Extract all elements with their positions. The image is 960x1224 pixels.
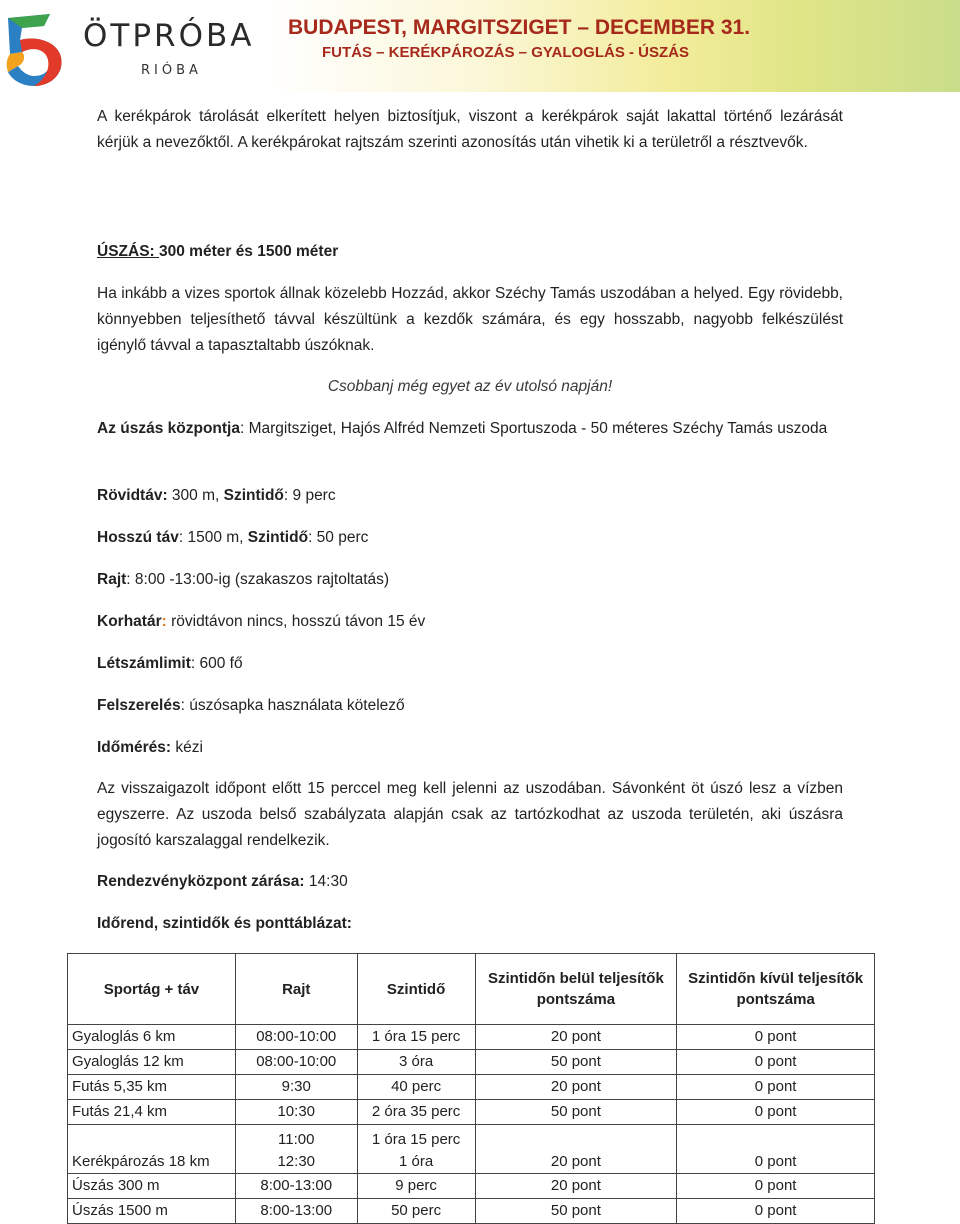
cell-points-outside: 0 pont — [677, 1174, 875, 1199]
page-header — [0, 0, 960, 92]
cell-points-within: 20 pont — [475, 1125, 677, 1174]
cell-time-limit — [357, 1125, 475, 1174]
short-distance-line — [97, 483, 843, 509]
equipment-line — [97, 693, 843, 719]
start-label: Rajt — [97, 571, 127, 588]
event-title: BUDAPEST, MARGITSZIGET – DECEMBER 31. — [288, 16, 751, 39]
age-limit-line — [97, 609, 843, 635]
long-limit-value: : 50 perc — [308, 529, 369, 546]
long-distance-value: : 1500 m, — [178, 529, 248, 546]
table-row — [68, 1125, 875, 1174]
logo-subtitle: RIÓBA — [141, 63, 202, 78]
cell-time-limit: 2 óra 35 perc — [357, 1100, 475, 1125]
header-points-outside: Szintidőn kívül teljesítők pontszáma — [677, 954, 875, 1025]
table-row — [68, 1025, 875, 1050]
rules-paragraph: Az visszaigazolt időpont előtt 15 perccel meg kell jelenni az uszodában. Sávonként öt úszó lesz a vízben egyszerre. Az uszoda belső szabályzata alapján csak az tartózkodhat az uszoda területén, aki úszásra jogosító karszalaggal rendelkezik. — [97, 780, 843, 849]
closing-value: 14:30 — [304, 873, 348, 890]
start-value: : 8:00 -13:00-ig (szakaszos rajtoltatás) — [126, 571, 390, 588]
cell-points-outside: 0 pont — [677, 1199, 875, 1224]
header-points-within: Szintidőn belül teljesítők pontszáma — [475, 954, 677, 1025]
cell-start-line-2: 12:30 — [277, 1153, 316, 1170]
swim-heading-label: ÚSZÁS: — [97, 243, 159, 260]
cell-points-within: 20 pont — [475, 1075, 677, 1100]
short-distance-label: Rövidtáv: — [97, 487, 168, 504]
closing-label: Rendezvényközpont zárása: — [97, 873, 305, 890]
swim-heading — [97, 239, 843, 265]
cell-start: 10:30 — [235, 1100, 357, 1125]
cell-points-outside: 0 pont — [677, 1025, 875, 1050]
cell-points-outside: 0 pont — [677, 1125, 875, 1174]
header-start: Rajt — [235, 954, 357, 1025]
cell-time-limit: 40 perc — [357, 1075, 475, 1100]
logo-name: ÖTPRÓBA — [83, 18, 255, 54]
short-distance-value: 300 m, — [167, 487, 224, 504]
short-limit-label: Szintidő — [223, 487, 284, 504]
cell-sport: Gyaloglás 12 km — [68, 1050, 236, 1075]
long-distance-label: Hosszú táv — [97, 529, 179, 546]
table-row — [68, 1050, 875, 1075]
short-limit-value: : 9 perc — [283, 487, 336, 504]
cell-sport: Futás 5,35 km — [68, 1075, 236, 1100]
swim-center-label: Az úszás központja — [97, 420, 240, 437]
cell-start: 9:30 — [235, 1075, 357, 1100]
equipment-value: : úszósapka használata kötelező — [180, 697, 405, 714]
event-subtitle: FUTÁS – KERÉKPÁROZÁS – GYALOGLÁS - ÚSZÁS — [322, 44, 689, 61]
cell-time-limit-line-1: 1 óra 15 perc — [371, 1131, 461, 1148]
cell-points-outside: 0 pont — [677, 1075, 875, 1100]
bike-storage-paragraph: A kerékpárok tárolását elkerített helyen biztosítjuk, viszont a kerékpárok saját lakattal történő lezárását kérjük a nevezőktől. A kerékpárokat rajtszám szerinti azonosítás után vihetik ki a területről a résztvevők. — [97, 108, 843, 151]
cell-points-outside: 0 pont — [677, 1050, 875, 1075]
cell-sport: Úszás 1500 m — [68, 1199, 236, 1224]
timing-label: Időmérés: — [97, 739, 172, 756]
cell-points-within: 20 pont — [475, 1025, 677, 1050]
table-row — [68, 1100, 875, 1125]
cell-start: 08:00-10:00 — [235, 1025, 357, 1050]
cell-points-outside: 0 pont — [677, 1100, 875, 1125]
cell-sport: Gyaloglás 6 km — [68, 1025, 236, 1050]
swim-center-value: : Margitsziget, Hajós Alfréd Nemzeti Sportuszoda - 50 méteres Széchy Tamás uszoda — [239, 420, 828, 437]
swim-intro-paragraph: Ha inkább a vizes sportok állnak közelebb Hozzád, akkor Széchy Tamás uszodában a helyed. Egy rövidebb, könnyebben teljesíthető távval készültünk a kezdők számára, és egy hosszabb, nagyobb felkészülést igénylő távval a tapasztaltabb úszóknak. — [97, 285, 843, 354]
age-limit-colon: : — [161, 613, 167, 630]
closing-line — [97, 869, 843, 895]
cell-start: 8:00-13:00 — [235, 1199, 357, 1224]
swim-heading-text: 300 méter és 1500 méter — [159, 243, 339, 260]
header-sport: Sportág + táv — [68, 954, 236, 1025]
table-row — [68, 1075, 875, 1100]
cell-points-within: 20 pont — [475, 1174, 677, 1199]
cell-start: 08:00-10:00 — [235, 1050, 357, 1075]
table-row — [68, 1199, 875, 1224]
cell-start: 8:00-13:00 — [235, 1174, 357, 1199]
cell-time-limit-line-2: 1 óra — [398, 1153, 434, 1170]
cell-points-within: 50 pont — [475, 1050, 677, 1075]
long-limit-label: Szintidő — [247, 529, 309, 546]
long-distance-line — [97, 525, 843, 551]
swim-center — [97, 416, 843, 442]
equipment-label: Felszerelés — [97, 697, 181, 714]
age-limit-value: rövidtávon nincs, hosszú távon 15 év — [166, 613, 426, 630]
timing-value: kézi — [171, 739, 203, 756]
table-title-text: Időrend, szintidők és ponttáblázat: — [97, 915, 352, 932]
cell-sport: Kerékpározás 18 km — [68, 1125, 236, 1174]
age-limit-label: Korhatár — [97, 613, 162, 630]
header-time-limit: Szintidő — [357, 954, 475, 1025]
cell-start — [235, 1125, 357, 1174]
cell-time-limit: 50 perc — [357, 1199, 475, 1224]
cell-sport: Futás 21,4 km — [68, 1100, 236, 1125]
cell-time-limit: 9 perc — [357, 1174, 475, 1199]
cell-time-limit: 1 óra 15 perc — [357, 1025, 475, 1050]
table-header-row — [68, 954, 875, 1025]
cell-time-limit: 3 óra — [357, 1050, 475, 1075]
participant-limit-line — [97, 651, 843, 677]
cell-points-within: 50 pont — [475, 1100, 677, 1125]
table-row — [68, 1174, 875, 1199]
schedule-table — [67, 953, 875, 1224]
otproba-logo-icon — [4, 10, 66, 88]
table-title — [97, 911, 843, 937]
participant-limit-value: : 600 fő — [190, 655, 243, 672]
participant-limit-label: Létszámlimit — [97, 655, 191, 672]
cell-points-within: 50 pont — [475, 1199, 677, 1224]
start-line — [97, 567, 843, 593]
cell-start-line-1: 11:00 — [278, 1131, 315, 1148]
slogan: Csobbanj még egyet az év utolsó napján! — [327, 378, 613, 395]
cell-sport: Úszás 300 m — [68, 1174, 236, 1199]
timing-line — [97, 735, 843, 761]
